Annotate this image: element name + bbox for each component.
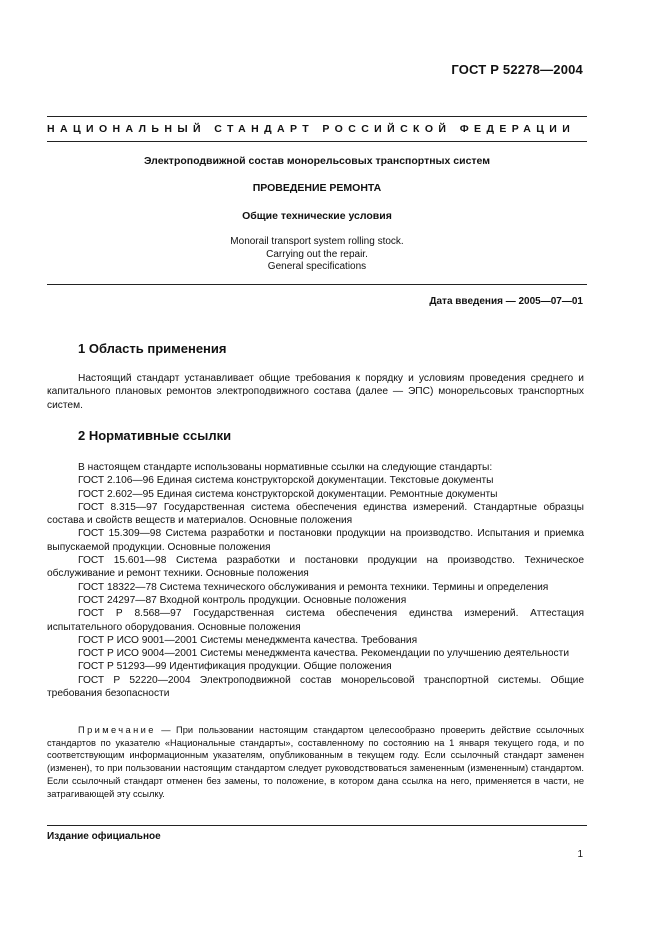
title-divider bbox=[47, 284, 587, 285]
reference-item: ГОСТ 8.315—97 Государственная система обеспечения единства измерений. Стандартные образцы состава и свойств веществ и материалов. Основные положения bbox=[47, 501, 584, 527]
reference-item: ГОСТ Р 8.568—97 Государственная система обеспечения единства измерений. Аттестация испытательного оборудования. Основные положения bbox=[47, 608, 584, 633]
section-1-heading: 1 Область применения bbox=[78, 341, 227, 356]
reference-item: ГОСТ 18322—78 Система технического обслуживания и ремонта техники. Термины и определения bbox=[78, 581, 549, 593]
section-2-heading: 2 Нормативные ссылки bbox=[78, 428, 232, 443]
title-sub: Общие технические условия bbox=[242, 210, 392, 222]
official-edition-label: Издание официальное bbox=[47, 831, 161, 842]
reference-item: ГОСТ 2.602—95 Единая система конструкторской документации. Ремонтные документы bbox=[78, 488, 498, 500]
english-title-line: Carrying out the repair. bbox=[266, 248, 368, 260]
national-standard-banner: НАЦИОНАЛЬНЫЙ СТАНДАРТ РОССИЙСКОЙ ФЕДЕРАЦИИ bbox=[47, 123, 576, 135]
reference-item: ГОСТ Р 52220—2004 Электроподвижной состав монорельсовой транспортной системы. Общие требования безопасности bbox=[47, 674, 584, 700]
introduction-date: Дата введения — 2005—07—01 bbox=[429, 296, 583, 307]
banner-divider bbox=[47, 141, 587, 142]
normative-references-list bbox=[47, 461, 584, 700]
reference-item: ГОСТ Р 51293—99 Идентификация продукции. Общие положения bbox=[78, 661, 392, 673]
section-1-text: Настоящий стандарт устанавливает общие требования к порядку и условиям проведения среднего и капитального плановых ремонтов электроподвижного состава (далее — ЭПС) монорельсовых транспортных систем. bbox=[47, 373, 584, 411]
reference-item: ГОСТ 15.601—98 Система разработки и постановки продукции на производство. Техническое обслуживание и ремонт техники. Основные положения bbox=[47, 555, 584, 580]
note-text: — При пользовании настоящим стандартом целесообразно проверить действие ссылочных стандартов по указателю «Национальные стандарты», составленному по состоянию на 1 января текущего года, и по соответствующим информационным указателям, опубликованным в текущем году. Если ссылочный стандарт заменен (изменен), то при пользовании настоящим стандартом следует руководствоваться замененным (измененным) стандартом. Если ссылочный стандарт отменен без замены, то положение, в котором дана ссылка на него, применяется в части, не затрагивающей эту ссылку. bbox=[47, 725, 584, 799]
reference-item: ГОСТ Р ИСО 9001—2001 Системы менеджмента качества. Требования bbox=[78, 634, 418, 646]
reference-item: ГОСТ 24297—87 Входной контроль продукции. Основные положения bbox=[78, 594, 407, 606]
reference-item: ГОСТ 15.309—98 Система разработки и постановки продукции на производство. Испытания и приемка выпускаемой продукции. Основные положения bbox=[47, 528, 584, 553]
english-title bbox=[47, 236, 587, 274]
note-label: Примечание bbox=[78, 725, 156, 735]
title-main: ПРОВЕДЕНИЕ РЕМОНТА bbox=[252, 182, 382, 194]
reference-item: ГОСТ 2.106—96 Единая система конструкторской документации. Текстовые документы bbox=[78, 475, 494, 487]
top-divider bbox=[47, 116, 587, 117]
english-title-line: General specifications bbox=[267, 261, 367, 272]
english-title-line: Monorail transport system rolling stock. bbox=[230, 236, 404, 247]
reference-item: ГОСТ Р ИСО 9004—2001 Системы менеджмента качества. Рекомендации по улучшению деятельности bbox=[78, 648, 570, 660]
footer-divider bbox=[47, 825, 587, 826]
note-paragraph bbox=[47, 724, 584, 800]
page-number: 1 bbox=[577, 849, 583, 860]
title-subject: Электроподвижной состав монорельсовых транспортных систем bbox=[143, 155, 491, 167]
references-intro: В настоящем стандарте использованы нормативные ссылки на следующие стандарты: bbox=[78, 462, 493, 473]
document-code: ГОСТ Р 52278—2004 bbox=[451, 62, 583, 77]
